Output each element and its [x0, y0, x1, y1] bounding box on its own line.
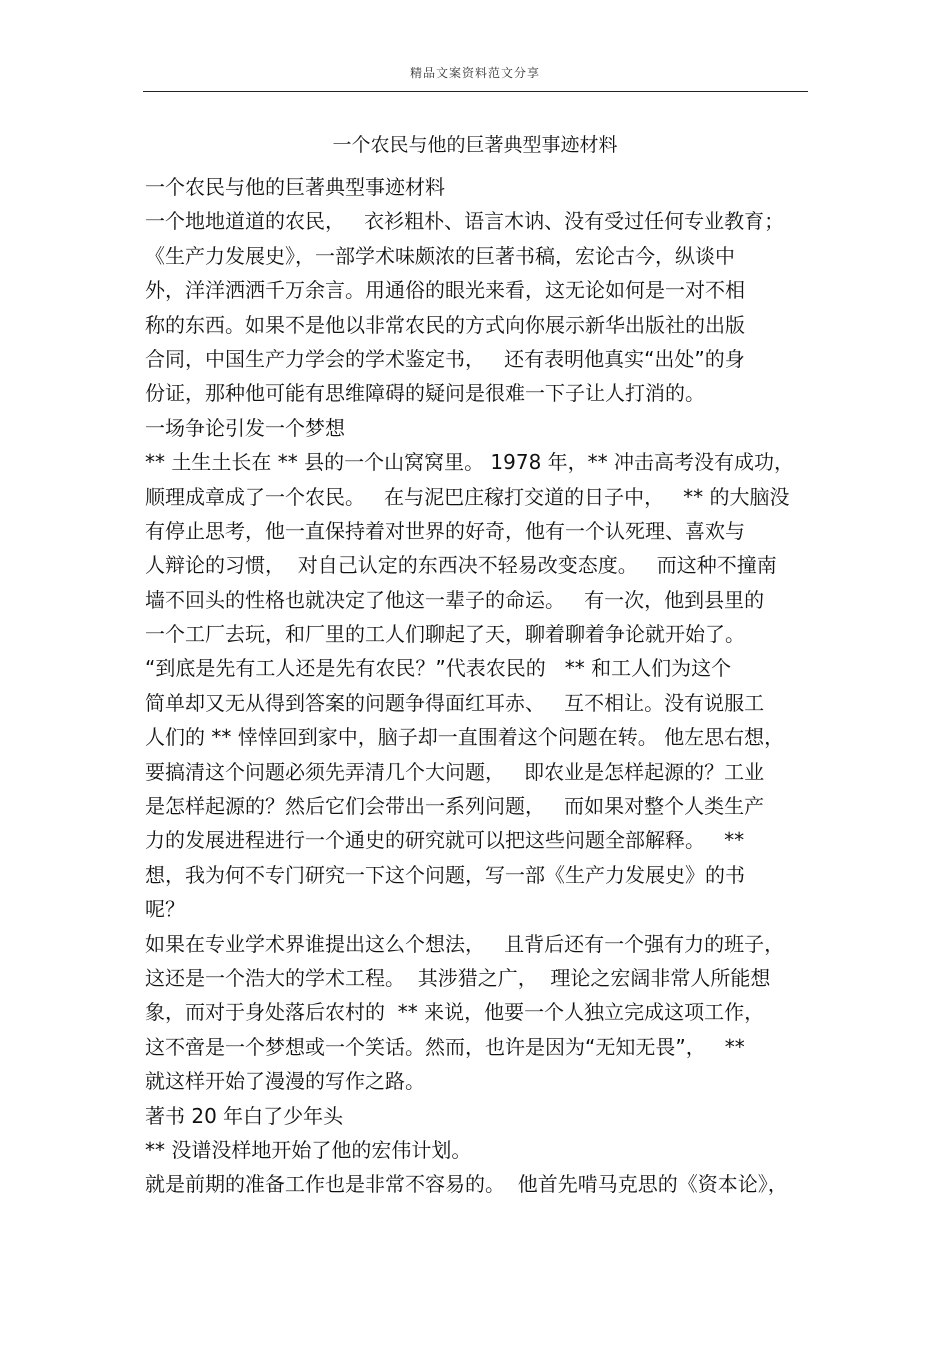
body-line: 呢？: [145, 897, 185, 922]
header-divider: [143, 91, 808, 92]
body-line: 份证，那种他可能有思维障碍的疑问是很难一下子让人打消的。: [145, 381, 705, 406]
body-line: 合同，中国生产力学会的学术鉴定书， 还有表明他真实“出处”的身: [145, 346, 745, 371]
section-heading: 著书 20 年白了少年头: [145, 1103, 344, 1128]
body-line: 人们的 ** 悻悻回到家中，脑子却一直围着这个问题在转。 他左思右想，: [145, 725, 785, 750]
body-line: 就这样开始了漫漫的写作之路。: [145, 1069, 425, 1094]
body-line: 这还是一个浩大的学术工程。 其涉猎之广， 理论之宏阔非常人所能想: [145, 965, 771, 990]
body-line: 就是前期的准备工作也是非常不容易的。 他首先啃马克思的《资本论》，: [145, 1172, 788, 1197]
body-line: 要搞清这个问题必须先弄清几个大问题， 即农业是怎样起源的？工业: [145, 759, 765, 784]
body-line: 一个工厂去玩，和厂里的工人们聊起了天，聊着聊着争论就开始了。: [145, 622, 745, 647]
body-line: 想，我为何不专门研究一下这个问题，写一部《生产力发展史》的书: [145, 862, 745, 887]
section-heading: 一场争论引发一个梦想: [145, 415, 345, 440]
body-line: 是怎样起源的？然后它们会带出一系列问题， 而如果对整个人类生产: [145, 794, 765, 819]
body-line: 一个地地道道的农民， 衣衫粗朴、语言木讷、没有受过任何专业教育；: [145, 209, 785, 234]
body-line: 人辩论的习惯， 对自己认定的东西决不轻易改变态度。 而这种不撞南: [145, 553, 777, 578]
body-line: 顺理成章成了一个农民。 在与泥巴庄稼打交道的日子中， ** 的大脑没: [145, 484, 790, 509]
body-line: 《生产力发展史》，一部学术味颇浓的巨著书稿，宏论古今，纵谈中: [145, 243, 735, 268]
body-line: ** 没谱没样地开始了他的宏伟计划。: [145, 1137, 472, 1162]
body-line: 简单却又无从得到答案的问题争得面红耳赤、 互不相让。没有说服工: [145, 690, 765, 715]
document-body: [145, 170, 825, 1202]
body-line: 称的东西。如果不是他以非常农民的方式向你展示新华出版社的出版: [145, 312, 745, 337]
body-line: 墙不回头的性格也就决定了他这一辈子的命运。 有一次，他到县里的: [145, 587, 765, 612]
body-line: 这不啻是一个梦想或一个笑话。然而，也许是因为“无知无畏”， **: [145, 1034, 745, 1059]
body-line: ** 土生土长在 ** 县的一个山窝窝里。 1978 年，** 冲击高考没有成功，: [145, 450, 795, 475]
body-line: 一个农民与他的巨著典型事迹材料: [145, 175, 445, 199]
body-line: 象，而对于身处落后农村的 ** 来说，他要一个人独立完成这项工作，: [145, 1000, 765, 1025]
body-line: 力的发展进程进行一个通史的研究就可以把这些问题全部解释。 **: [145, 828, 745, 853]
body-line: 有停止思考，他一直保持着对世界的好奇，他有一个认死理、喜欢与: [145, 518, 745, 543]
body-line: “到底是先有工人还是先有农民？”代表农民的 ** 和工人们为这个: [145, 656, 732, 681]
body-line: 外，洋洋洒洒千万余言。用通俗的眼光来看，这无论如何是一对不相: [145, 278, 745, 303]
body-line: 如果在专业学术界谁提出这么个想法， 且背后还有一个强有力的班子，: [145, 931, 785, 956]
page-header: 精品文案资料范文分享: [409, 66, 540, 80]
document-title: 一个农民与他的巨著典型事迹材料: [332, 134, 618, 156]
